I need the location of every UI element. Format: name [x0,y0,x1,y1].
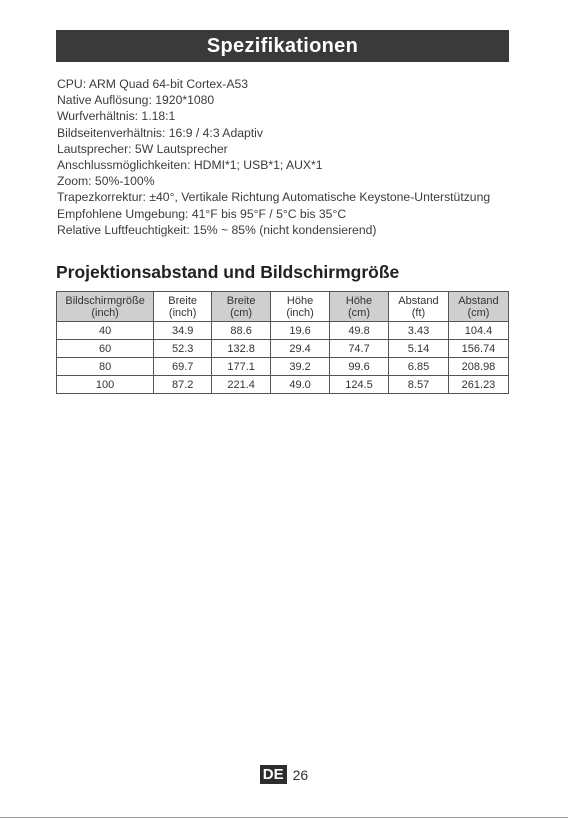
column-header-distance-cm [448,292,508,322]
table-cell: 99.6 [330,358,389,376]
table-cell: 29.4 [271,340,330,358]
spec-line: CPU: ARM Quad 64-bit Cortex-A53 [57,77,249,91]
table-cell: 52.3 [154,340,212,358]
spec-line: Native Auflösung: 1920*1080 [57,93,215,108]
page-title: Spezifikationen [206,34,359,57]
projection-table [56,291,509,394]
column-header-width-inch [154,292,212,322]
page-footer [0,765,568,784]
header-line: Abstand [398,294,439,307]
table-cell: 124.5 [330,376,389,394]
spec-line: Trapezkorrektur: ±40°, Vertikale Richtung Automatische Keystone-Unterstützung [57,190,491,205]
table-cell: 49.0 [271,376,330,394]
header-line: Abstand [458,294,499,307]
spec-line: Bildseitenverhältnis: 16:9 / 4:3 Adaptiv [57,125,263,140]
spec-line: Anschlussmöglichkeiten: HDMI*1; USB*1; AUX*1 [57,158,323,173]
spec-line: Wurfverhältnis: 1.18:1 [57,109,176,124]
table-cell: 221.4 [212,376,271,394]
bottom-divider [0,817,568,818]
table-cell: 49.8 [330,322,389,340]
table-header-row [57,292,509,322]
header-unit: (cm) [467,306,490,319]
table-row [57,322,509,340]
table-cell: 40 [57,322,154,340]
table-cell: 39.2 [271,358,330,376]
spec-line: Lautsprecher: 5W Lautsprecher [57,141,228,156]
table-row [57,340,509,358]
table-cell: 156.74 [448,340,508,358]
table-cell: 19.6 [271,322,330,340]
column-header-width-cm [212,292,271,322]
table-cell: 88.6 [212,322,271,340]
table-cell: 261.23 [448,376,508,394]
table-cell: 177.1 [212,358,271,376]
table-cell: 104.4 [448,322,508,340]
table-cell: 5.14 [389,340,449,358]
table-cell: 87.2 [154,376,212,394]
header-unit: (inch) [168,306,197,319]
column-header-distance-ft [389,292,449,322]
column-header-height-cm [330,292,389,322]
spec-line: Zoom: 50%-100% [57,174,155,189]
table-cell: 80 [57,358,154,376]
table-row [57,358,509,376]
column-header-screen-size [57,292,154,322]
page-number: 26 [292,766,309,783]
page-title-bar [56,30,509,62]
table-cell: 60 [57,340,154,358]
header-unit: (cm) [348,306,371,319]
table-cell: 6.85 [389,358,449,376]
table-cell: 34.9 [154,322,212,340]
header-unit: (inch) [91,306,119,319]
table-cell: 3.43 [389,322,449,340]
header-line: Bildschirmgröße [65,294,145,307]
header-line: Breite [168,294,198,307]
spec-line: Empfohlene Umgebung: 41°F bis 95°F / 5°C bis 35°C [57,206,347,221]
language-badge: DE [260,765,287,784]
header-line: Höhe [345,294,373,307]
specifications-list [57,76,557,238]
header-unit: (inch) [286,306,314,319]
column-header-height-inch [271,292,330,322]
table-row [57,376,509,394]
header-line: Breite [226,294,256,307]
spec-line: Relative Luftfeuchtigkeit: 15% ~ 85% (nicht kondensierend) [57,222,377,237]
table-cell: 100 [57,376,154,394]
header-line: Höhe [286,294,314,307]
table-cell: 208.98 [448,358,508,376]
section-title: Projektionsabstand und Bildschirmgröße [56,262,400,282]
header-unit: (cm) [230,306,253,319]
header-unit: (ft) [411,306,426,319]
table-cell: 132.8 [212,340,271,358]
table-cell: 8.57 [389,376,449,394]
table-cell: 69.7 [154,358,212,376]
table-cell: 74.7 [330,340,389,358]
